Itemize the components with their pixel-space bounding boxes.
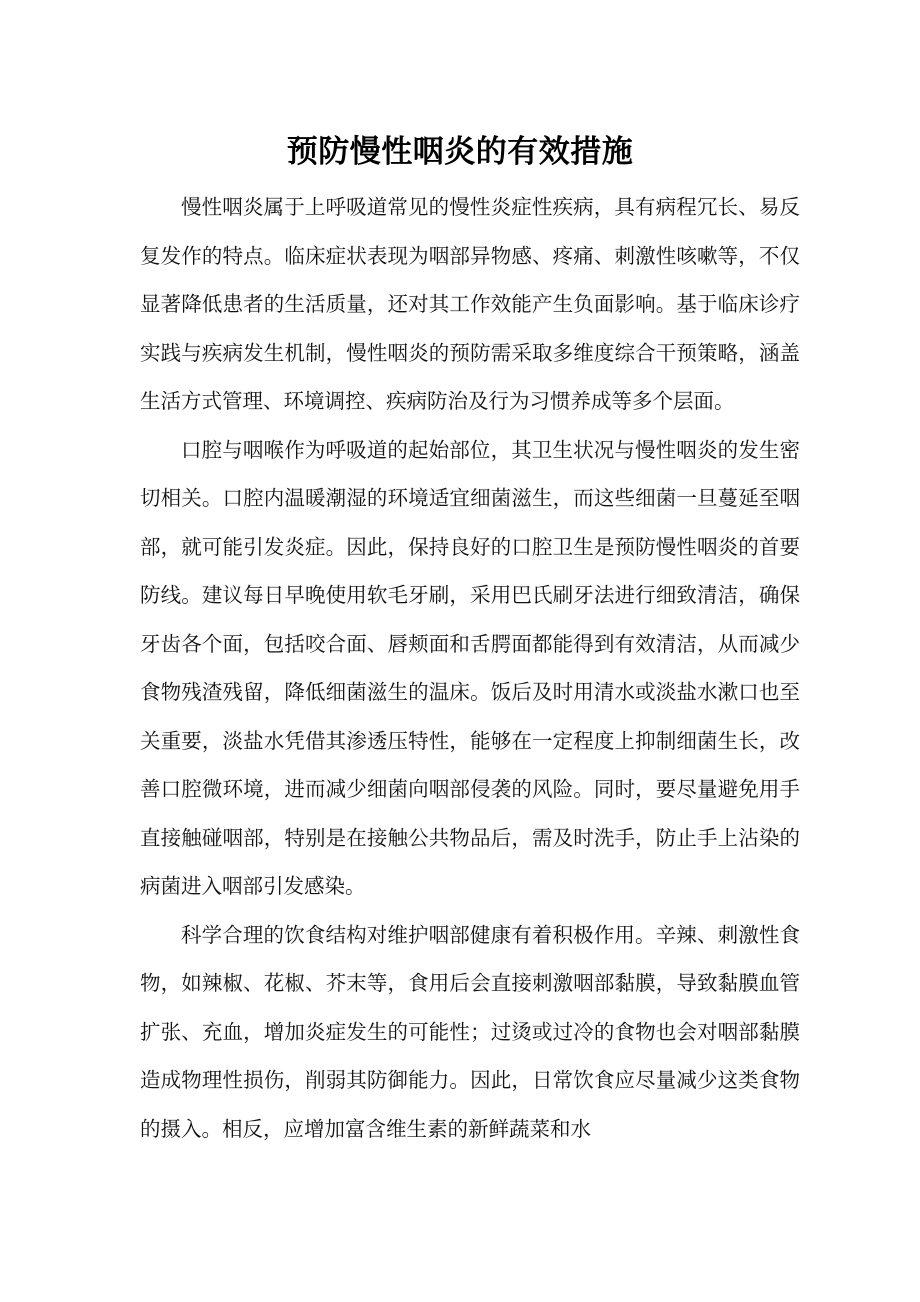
- paragraph-intro: 慢性咽炎属于上呼吸道常见的慢性炎症性疾病，具有病程冗长、易反复发作的特点。临床症状表现为咽部异物感、疼痛、刺激性咳嗽等，不仅显著降低患者的生活质量，还对其工作效能产生负面影响。基于临床诊疗实践与疾病发生机制，慢性咽炎的预防需采取多维度综合干预策略，涵盖生活方式管理、环境调控、疾病防治及行为习惯养成等多个层面。: [140, 195, 800, 413]
- paragraph-diet: 科学合理的饮食结构对维护咽部健康有着积极作用。辛辣、刺激性食物，如辣椒、花椒、芥末等，食用后会直接刺激咽部黏膜，导致黏膜血管扩张、充血，增加炎症发生的可能性；过烫或过冷的食物也会对咽部黏膜造成物理性损伤，削弱其防御能力。因此，日常饮食应尽量减少这类食物的摄入。相反，应增加富含维生素的新鲜蔬菜和水: [140, 922, 800, 1141]
- document-body: [140, 183, 800, 1153]
- document-title: 预防慢性咽炎的有效措施: [286, 134, 634, 170]
- paragraph-oral-hygiene: 口腔与咽喉作为呼吸道的起始部位，其卫生状况与慢性咽炎的发生密切相关。口腔内温暖潮湿的环境适宜细菌滋生，而这些细菌一旦蔓延至咽部，就可能引发炎症。因此，保持良好的口腔卫生是预防慢性咽炎的首要防线。建议每日早晚使用软毛牙刷，采用巴氏刷牙法进行细致清洁，确保牙齿各个面，包括咬合面、唇颊面和舌腭面都能得到有效清洁，从而减少食物残渣残留，降低细菌滋生的温床。饭后及时用清水或淡盐水漱口也至关重要，淡盐水凭借其渗透压特性，能够在一定程度上抑制细菌生长，改善口腔微环境，进而减少细菌向咽部侵袭的风险。同时，要尽量避免用手直接触碰咽部，特别是在接触公共物品后，需及时洗手，防止手上沾染的病菌进入咽部引发感染。: [140, 437, 800, 898]
